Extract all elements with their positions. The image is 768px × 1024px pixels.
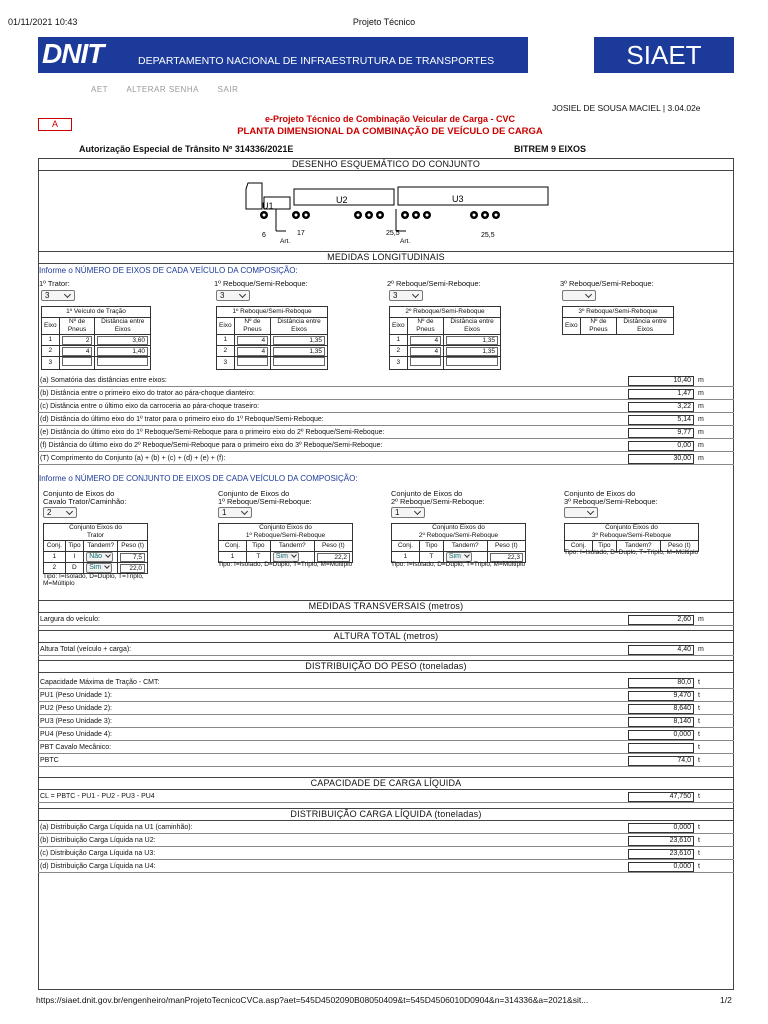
col-peso: Peso (t)	[118, 541, 148, 552]
unit-label: m	[698, 377, 704, 384]
axles-count-value: 3	[45, 291, 50, 300]
set-group-label: Conjunto de Eixos do	[391, 489, 463, 498]
unit-label: m	[698, 455, 704, 462]
weight-row	[38, 716, 734, 728]
dim-label-2: 17	[297, 230, 305, 237]
sets-table-title	[392, 524, 526, 541]
col-peso: Peso (t)	[487, 541, 525, 552]
weight-input[interactable]: 22,3	[490, 553, 523, 562]
col-dist: Distância entre Eixos	[95, 318, 151, 335]
col-conj: Conj.	[392, 541, 420, 552]
value-field[interactable]: 8,640	[628, 704, 694, 714]
axles-count-select[interactable]	[216, 290, 250, 301]
axles-group-label: 2º Reboque/Semi-Reboque:	[387, 279, 481, 288]
articulation-label-2: Art.	[400, 238, 411, 245]
field-label: (d) Distribuição Carga Líquida na U4:	[40, 863, 156, 870]
axle-number: 1	[42, 335, 60, 346]
col-dist: Distância entre Eixos	[617, 318, 674, 335]
weight-row	[38, 690, 734, 702]
axles-table-title: 1º Veículo de Tração	[42, 307, 151, 318]
measure-row	[38, 453, 734, 465]
col-eixo: Eixo	[390, 318, 408, 335]
col-pneus: Nº de Pneus	[234, 318, 271, 335]
set-type[interactable]: T	[246, 552, 270, 563]
measure-row	[38, 427, 734, 439]
sets-table-title-1: Conjunto Eixos do	[69, 524, 122, 531]
distance-input[interactable]: 1,40	[97, 347, 148, 356]
articulation-label-1: Art.	[280, 238, 291, 245]
col-pneus: Nº de Pneus	[580, 318, 617, 335]
unit-label: t	[698, 837, 700, 844]
axles-group-label: 1º Reboque/Semi-Reboque:	[214, 279, 308, 288]
axles-table-title: 3º Reboque/Semi-Reboque	[563, 307, 674, 318]
print-page-number: 1/2	[720, 995, 732, 1005]
table-row	[217, 357, 328, 370]
authorization-number: Autorização Especial de Trânsito Nº 314336/2021E	[79, 144, 294, 154]
weight-input[interactable]: 22,0	[120, 564, 145, 573]
tires-input[interactable]	[62, 357, 93, 366]
axle-sets-question: Informe o NÚMERO DE CONJUNTO DE EIXOS DE CADA VEÍCULO DA COMPOSIÇÃO:	[39, 474, 358, 483]
type-hint: Tipo: I=Isolado, D=Duplo, T=Triplo, M=Múltiplo	[564, 549, 699, 556]
distance-input[interactable]: 1,35	[446, 347, 498, 356]
axles-count-select[interactable]	[562, 290, 596, 301]
axles-group-label: 1º Trator:	[39, 279, 70, 288]
weight-input[interactable]: 22,2	[317, 553, 350, 562]
table-row	[42, 357, 151, 370]
set-group-label: Cavalo Trator/Caminhão:	[43, 497, 127, 506]
tandem-value: Sim	[448, 553, 461, 560]
axles-count-value: 3	[393, 291, 398, 300]
weight-row	[38, 703, 734, 715]
axle-number: 3	[390, 357, 408, 370]
sets-count-value: 1	[222, 508, 227, 517]
unit-label: m	[698, 429, 704, 436]
axles-count-value: 3	[220, 291, 225, 300]
unit-label: t	[698, 692, 700, 699]
distance-input[interactable]: 3,60	[97, 336, 148, 345]
set-group-label: Conjunto de Eixos do	[218, 489, 290, 498]
unit-label: m	[698, 403, 704, 410]
unit-u3-label: U3	[452, 194, 464, 204]
measure-row	[38, 440, 734, 452]
schematic-header: DESENHO ESQUEMÁTICO DO CONJUNTO	[38, 158, 734, 171]
nav-change-password-link[interactable]: ALTERAR SENHA	[126, 85, 199, 94]
field-label: (d) Distância do último eixo do 1º trator para o primeiro eixo do 1º Reboque/Semi-Reboque:	[40, 416, 324, 423]
tires-input[interactable]	[237, 357, 269, 366]
tires-input[interactable]: 4	[410, 336, 442, 345]
sets-count-value: 2	[47, 508, 52, 517]
vehicle-schematic	[38, 171, 734, 249]
weight-row	[38, 729, 734, 741]
tandem-select[interactable]	[86, 552, 113, 562]
field-label: CL = PBTC - PU1 - PU2 - PU3 - PU4	[40, 793, 155, 800]
tandem-value: Sim	[275, 553, 288, 560]
load-row	[38, 822, 734, 834]
sets-table-title-2: Trator	[86, 532, 105, 539]
unit-label: t	[698, 705, 700, 712]
value-field[interactable]: 4,40	[628, 645, 694, 655]
field-label: (a) Somatória das distâncias entre eixos:	[40, 377, 167, 384]
unit-label: m	[698, 646, 704, 653]
chevron-down-icon	[64, 291, 71, 298]
load-header: DISTRIBUIÇÃO CARGA LÍQUIDA (toneladas)	[38, 808, 734, 821]
set-type[interactable]: T	[419, 552, 443, 563]
chevron-down-icon	[414, 508, 421, 515]
load-row	[38, 848, 734, 860]
table-row	[44, 563, 148, 574]
set-group-label: 2º Reboque/Semi-Reboque:	[391, 497, 485, 506]
sets-table-title	[44, 524, 148, 541]
field-label: Altura Total (veículo + carga):	[40, 646, 132, 653]
nav-aet-link[interactable]: AET	[91, 85, 109, 94]
value-field[interactable]: 5,14	[628, 415, 694, 425]
col-eixo: Eixo	[563, 318, 581, 335]
col-tandem: Tandem?	[616, 541, 660, 552]
axle-number: 3	[217, 357, 235, 370]
tires-input[interactable]: 4	[237, 336, 269, 345]
tires-input[interactable]: 4	[62, 347, 93, 356]
table-row	[390, 357, 501, 370]
unit-label: t	[698, 757, 700, 764]
load-row	[38, 861, 734, 873]
type-hint: Tipo: I=Isolado, D=Duplo, T=Triplo, M=Múltiplo	[43, 573, 144, 587]
value-field[interactable]: 10,40	[628, 376, 694, 386]
chevron-down-icon	[291, 552, 297, 558]
capacity-header: CAPACIDADE DE CARGA LÍQUIDA	[38, 777, 734, 790]
sets-table-title	[219, 524, 353, 541]
siaet-banner	[594, 37, 734, 73]
dnit-logo: DNIT	[42, 38, 104, 69]
print-datetime: 01/11/2021 10:43	[8, 17, 78, 27]
col-conj: Conj.	[44, 541, 66, 552]
chevron-down-icon	[464, 552, 470, 558]
capacity-row	[38, 791, 734, 803]
axles-question: Informe o NÚMERO DE EIXOS DE CADA VEÍCULO DA COMPOSIÇÃO:	[39, 266, 298, 275]
sets-table-title-2: 3º Reboque/Semi-Reboque	[591, 532, 672, 539]
set-type[interactable]: I	[65, 552, 84, 563]
sets-table	[391, 523, 526, 563]
unit-u2-label: U2	[336, 195, 348, 205]
table-row	[44, 552, 148, 563]
field-label: Largura do veículo:	[40, 616, 100, 623]
sets-table	[43, 523, 148, 574]
set-number: 1	[392, 552, 420, 563]
sets-count-select[interactable]	[564, 507, 598, 518]
unit-label: t	[698, 718, 700, 725]
chevron-down-icon	[241, 508, 248, 515]
value-field[interactable]: 9,470	[628, 691, 694, 701]
nav-exit-link[interactable]: SAIR	[217, 85, 239, 94]
value-field[interactable]: 0,00	[628, 441, 694, 451]
axles-table	[562, 306, 674, 335]
tandem-select[interactable]	[86, 563, 112, 573]
unit-label: t	[698, 679, 700, 686]
col-pneus: Nº de Pneus	[59, 318, 95, 335]
transversal-header: MEDIDAS TRANSVERSAIS (metros)	[38, 600, 734, 613]
value-field[interactable]: 23,610	[628, 849, 694, 859]
field-label: (b) Distância entre o primeiro eixo do trator ao pára-choque dianteiro:	[40, 390, 255, 397]
field-label: PU3 (Peso Unidade 3):	[40, 718, 112, 725]
truck-drawing	[246, 183, 548, 231]
dim-label-3: 25,5	[386, 230, 400, 237]
col-pneus: Nº de Pneus	[407, 318, 444, 335]
longitudinal-header: MEDIDAS LONGITUDINAIS	[38, 251, 734, 264]
col-peso: Peso (t)	[314, 541, 352, 552]
unit-label: t	[698, 731, 700, 738]
field-label: (a) Distribuição Carga Líquida na U1 (caminhão):	[40, 824, 193, 831]
axles-table-title: 2º Reboque/Semi-Reboque	[390, 307, 501, 318]
axle-number: 1	[217, 335, 235, 346]
col-tandem: Tandem?	[270, 541, 314, 552]
sets-table-title-2: 1º Reboque/Semi-Reboque	[245, 532, 326, 539]
axle-number: 1	[390, 335, 408, 346]
unit-label: t	[698, 793, 700, 800]
set-group-label: Conjunto de Eixos do	[43, 489, 115, 498]
col-tipo: Tipo	[246, 541, 270, 552]
axle-number: 2	[42, 346, 60, 357]
load-row	[38, 835, 734, 847]
value-field[interactable]: 30,00	[628, 454, 694, 464]
value-field[interactable]: 9,77	[628, 428, 694, 438]
value-field[interactable]: 3,22	[628, 402, 694, 412]
sets-count-select[interactable]	[218, 507, 252, 518]
value-field[interactable]: 0,000	[628, 862, 694, 872]
sets-table-title-1: Conjunto Eixos do	[605, 524, 658, 531]
field-label: PBT Cavalo Mecânico:	[40, 744, 112, 751]
col-tandem: Tandem?	[443, 541, 487, 552]
unit-label: t	[698, 824, 700, 831]
tires-input[interactable]: 4	[237, 347, 269, 356]
distance-input[interactable]	[97, 357, 148, 366]
distance-input[interactable]	[273, 357, 325, 366]
axle-number: 3	[42, 357, 60, 370]
col-tipo: Tipo	[419, 541, 443, 552]
weight-row	[38, 677, 734, 689]
type-hint: Tipo: I=Isolado, D=Duplo, T=Triplo, M=Múltiplo	[218, 561, 353, 568]
tandem-value: Não	[89, 553, 103, 560]
axle-number: 2	[217, 346, 235, 357]
col-tandem: Tandem?	[84, 541, 118, 552]
weight-row	[38, 755, 734, 767]
field-label: (e) Distância do último eixo do 1º Reboque/Semi-Reboque para o primeiro eixo do 2º Reboque/Semi-Reboque:	[40, 429, 385, 436]
value-field[interactable]: 80,0	[628, 678, 694, 688]
col-conj: Conj.	[219, 541, 247, 552]
unit-label: m	[698, 616, 704, 623]
col-eixo: Eixo	[217, 318, 235, 335]
set-number: 2	[44, 563, 66, 574]
set-group-label: 1º Reboque/Semi-Reboque:	[218, 497, 312, 506]
axles-table	[41, 306, 151, 370]
unit-label: m	[698, 416, 704, 423]
value-field[interactable]: 47,750	[628, 792, 694, 802]
chevron-down-icon	[239, 291, 246, 298]
value-field[interactable]: 1,47	[628, 389, 694, 399]
axles-count-select[interactable]	[389, 290, 423, 301]
print-url: https://siaet.dnit.gov.br/engenheiro/manProjetoTecnicoCVCa.asp?aet=545D4502090B08050409&t=545D4506010D0904&n=314336&a=2021&sit...	[36, 995, 589, 1005]
field-label: (f) Distância do último eixo do 2º Reboque/Semi-Reboque para o primeiro eixo do 3º Reboque/Semi-Reboque:	[40, 442, 383, 449]
tires-input[interactable]	[410, 357, 442, 366]
chevron-down-icon	[105, 552, 111, 558]
field-label: (b) Distribuição Carga Líquida na U2:	[40, 837, 156, 844]
chevron-down-icon	[412, 291, 419, 298]
axles-table	[389, 306, 501, 370]
unit-label: t	[698, 863, 700, 870]
tires-input[interactable]: 4	[410, 347, 442, 356]
value-field[interactable]: 23,610	[628, 836, 694, 846]
axles-group-label: 3º Reboque/Semi-Reboque:	[560, 279, 654, 288]
field-label: PU4 (Peso Unidade 4):	[40, 731, 112, 738]
table-row	[42, 335, 151, 346]
measure-row	[38, 401, 734, 413]
sets-table-title-1: Conjunto Eixos do	[432, 524, 485, 531]
set-group-label: 3º Reboque/Semi-Reboque:	[564, 497, 658, 506]
axle-number: 2	[390, 346, 408, 357]
value-field[interactable]: 74,0	[628, 756, 694, 766]
user-name: JOSIEL DE SOUSA MACIEL	[552, 103, 661, 113]
value-field[interactable]	[628, 743, 694, 753]
field-label: PBTC	[40, 757, 59, 764]
transversal-row	[38, 614, 734, 626]
field-label: Capacidade Máxima de Tração - CMT:	[40, 679, 160, 686]
table-row	[390, 335, 501, 346]
tandem-value: Sim	[89, 564, 102, 571]
value-field[interactable]: 0,000	[628, 730, 694, 740]
sets-table-title-1: Conjunto Eixos do	[259, 524, 312, 531]
vehicle-type: BITREM 9 EIXOS	[514, 144, 587, 154]
axles-table-title: 1º Reboque/Semi-Reboque	[217, 307, 328, 318]
chevron-down-icon	[585, 291, 592, 298]
col-dist: Distância entre Eixos	[444, 318, 501, 335]
height-row	[38, 644, 734, 656]
unit-label: t	[698, 744, 700, 751]
col-dist: Distância entre Eixos	[271, 318, 328, 335]
weight-header: DISTRIBUIÇÃO DO PESO (toneladas)	[38, 660, 734, 673]
height-header: ALTURA TOTAL (metros)	[38, 630, 734, 643]
unit-label: m	[698, 390, 704, 397]
col-tipo: Tipo	[592, 541, 616, 552]
sets-table	[218, 523, 353, 563]
weight-row	[38, 742, 734, 754]
sets-count-select[interactable]	[391, 507, 425, 518]
table-row	[42, 346, 151, 357]
sets-table	[564, 523, 699, 552]
dnit-banner	[38, 37, 528, 73]
value-field[interactable]: 8,140	[628, 717, 694, 727]
chevron-down-icon	[104, 563, 110, 569]
user-info	[552, 103, 701, 113]
doc-title-1: e-Projeto Técnico de Combinação Veicular de Carga - CVC	[264, 114, 516, 124]
siaet-logo: SIAET	[626, 40, 702, 70]
col-conj: Conj.	[565, 541, 593, 552]
dim-label-4: 25,5	[481, 232, 495, 239]
col-eixo: Eixo	[42, 318, 60, 335]
field-label: (c) Distância entre o último eixo da carroceria ao pára-choque traseiro:	[40, 403, 260, 410]
unit-label: t	[698, 850, 700, 857]
value-field[interactable]: 2,60	[628, 615, 694, 625]
weight-input[interactable]: 7,5	[120, 553, 145, 562]
sets-count-select[interactable]	[43, 507, 77, 518]
axles-table	[216, 306, 328, 370]
chevron-down-icon	[66, 508, 73, 515]
distance-input[interactable]: 1,35	[446, 336, 498, 345]
app-version: | 3.04.02e	[662, 103, 701, 113]
department-name: DEPARTAMENTO NACIONAL DE INFRAESTRUTURA DE TRANSPORTES	[138, 55, 495, 67]
version-badge: A	[38, 118, 72, 131]
chevron-down-icon	[587, 508, 594, 515]
measure-row	[38, 414, 734, 426]
field-label: (T) Comprimento do Conjunto (a) + (b) + (c) + (d) + (e) + (f):	[40, 455, 226, 462]
field-label: (c) Distribuição Carga Líquida na U3:	[40, 850, 156, 857]
sets-count-value: 1	[395, 508, 400, 517]
print-title: Projeto Técnico	[352, 17, 416, 27]
set-number: 1	[219, 552, 247, 563]
field-label: PU2 (Peso Unidade 2):	[40, 705, 112, 712]
axles-count-select[interactable]	[41, 290, 75, 301]
measure-row	[38, 388, 734, 400]
dim-label-1: 6	[262, 232, 266, 239]
field-label: PU1 (Peso Unidade 1):	[40, 692, 112, 699]
measure-row	[38, 375, 734, 387]
type-hint: Tipo: I=Isolado, D=Duplo, T=Triplo, M=Múltiplo	[391, 561, 526, 568]
col-tipo: Tipo	[65, 541, 84, 552]
set-number: 1	[44, 552, 66, 563]
doc-title-2: PLANTA DIMENSIONAL DA COMBINAÇÃO DE VEÍCULO DE CARGA	[237, 126, 543, 137]
tires-input[interactable]: 2	[62, 336, 93, 345]
distance-input[interactable]: 1,35	[273, 336, 325, 345]
unit-u1-label: U1	[262, 201, 274, 211]
col-peso: Peso (t)	[660, 541, 698, 552]
distance-input[interactable]	[446, 357, 498, 366]
table-row	[217, 346, 328, 357]
sets-table-title-2: 2º Reboque/Semi-Reboque	[418, 532, 499, 539]
distance-input[interactable]: 1,35	[273, 347, 325, 356]
set-group-label: Conjunto de Eixos do	[564, 489, 636, 498]
sets-table-title	[565, 524, 699, 541]
unit-label: m	[698, 442, 704, 449]
value-field[interactable]: 0,000	[628, 823, 694, 833]
set-type[interactable]: D	[65, 563, 84, 574]
table-row	[390, 346, 501, 357]
table-row	[217, 335, 328, 346]
